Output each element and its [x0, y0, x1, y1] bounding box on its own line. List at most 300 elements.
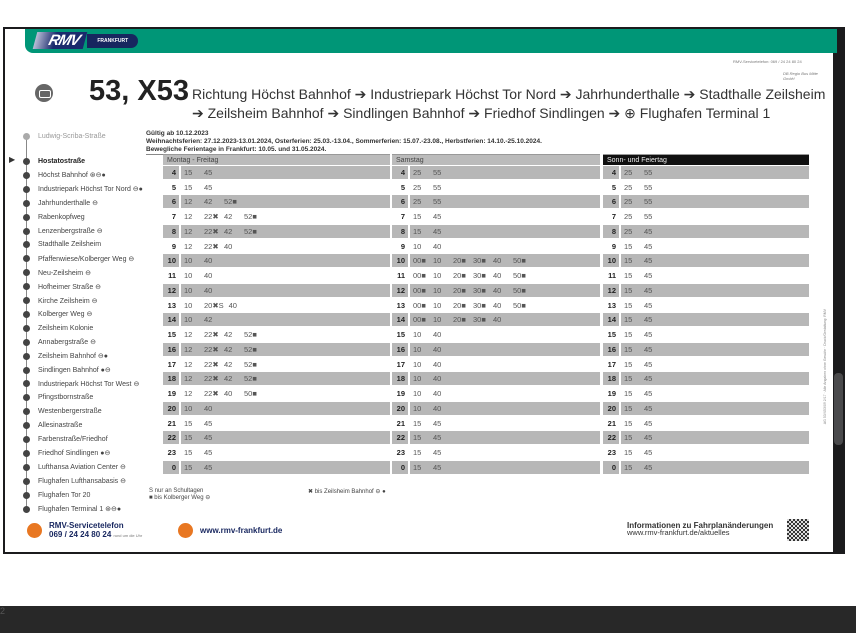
table-row — [392, 342, 600, 357]
table-row — [163, 357, 390, 372]
minute: 15 — [624, 433, 633, 443]
table-row — [163, 298, 390, 313]
hour: 7 — [400, 212, 405, 222]
stop-label: Kirche Zeilsheim ⊖ — [38, 297, 98, 305]
minute: 10 — [413, 344, 422, 354]
rmv-logo: RMV FRANKFURT — [35, 32, 138, 49]
stop-item — [20, 350, 108, 363]
side-text: AG 53/X53/09 2/17 · Alle Angaben ohne Gewähr · Druck/Gestaltung: RMV — [823, 309, 827, 425]
stop-label: Höchst Bahnhof ⊛⊖● — [38, 172, 106, 180]
stop-dot-icon — [23, 408, 30, 415]
stop-item — [20, 364, 111, 377]
minute: 15 — [413, 433, 422, 443]
table-row — [163, 283, 390, 298]
minute: 00■ — [413, 300, 426, 310]
hour: 20 — [603, 402, 619, 415]
table-row — [603, 209, 809, 224]
minute: 40 — [433, 403, 442, 413]
minute: 25 — [413, 167, 422, 177]
minute: 12 — [184, 344, 193, 354]
hour: 15 — [607, 330, 616, 340]
stop-dot-icon — [23, 255, 30, 262]
line-number: 53, X53 — [89, 75, 189, 107]
minute: 40 — [493, 271, 502, 281]
stop-label: Flughafen Tor 20 — [38, 491, 91, 499]
hour: 0 — [163, 461, 179, 474]
minute: 10 — [184, 256, 193, 266]
stop-label: Neu-Zeilsheim ⊖ — [38, 269, 91, 277]
minute: 10 — [413, 359, 422, 369]
minute: 22✖ — [204, 241, 219, 251]
minute: 55 — [644, 197, 653, 207]
hour: 10 — [603, 254, 619, 267]
hour: 11 — [397, 271, 405, 281]
hour: 13 — [167, 300, 176, 310]
minute: 15 — [413, 226, 422, 236]
minute: 42 — [224, 212, 233, 222]
hour: 23 — [396, 448, 405, 458]
hour: 23 — [167, 448, 176, 458]
minute: 45 — [644, 389, 653, 399]
hour: 5 — [400, 182, 405, 192]
minute: 25 — [624, 226, 633, 236]
hour: 9 — [400, 241, 405, 251]
table-row — [392, 254, 600, 269]
table-row — [603, 401, 809, 416]
minute: 55 — [644, 212, 653, 222]
hour: 4 — [603, 166, 619, 179]
hour: 6 — [392, 195, 408, 208]
minute: 42 — [224, 359, 233, 369]
stop-label: Industriepark Höchst Tor West ⊖ — [38, 380, 140, 388]
minute: 22✖ — [204, 330, 219, 340]
hour: 17 — [167, 359, 176, 369]
minute: 10 — [433, 256, 442, 266]
minute: 45 — [644, 462, 653, 472]
minute: 50■ — [513, 300, 526, 310]
stop-label: Westenbergerstraße — [38, 408, 102, 416]
hour: 6 — [163, 195, 179, 208]
hour: 16 — [603, 343, 619, 356]
minute: 45 — [644, 300, 653, 310]
stop-item — [20, 280, 101, 293]
stop-label: Jahrhunderthalle ⊖ — [38, 200, 98, 208]
stop-label: Sindlingen Bahnhof ●⊖ — [38, 367, 111, 374]
stop-item — [20, 377, 139, 390]
table-row — [163, 268, 390, 283]
minute: 45 — [433, 462, 442, 472]
stop-dot-icon — [23, 436, 30, 443]
minute: 12 — [184, 241, 193, 251]
stop-label: Stadthalle Zeilsheim — [38, 241, 102, 249]
table-row — [163, 386, 390, 401]
phone-icon — [27, 523, 42, 538]
minute: 15 — [184, 433, 193, 443]
minute: 15 — [624, 300, 633, 310]
minute: 45 — [433, 433, 442, 443]
stop-dot-icon — [23, 241, 30, 248]
minute: 10 — [184, 271, 193, 281]
minute: 45 — [644, 403, 653, 413]
cursor-icon — [178, 523, 193, 538]
minute: 10 — [184, 300, 193, 310]
minute: 45 — [204, 462, 213, 472]
stop-dot-icon — [23, 492, 30, 499]
minute: 00■ — [413, 256, 426, 266]
table-row — [392, 209, 600, 224]
minute: 10 — [413, 389, 422, 399]
minute: 40 — [228, 300, 237, 310]
minute: 55 — [644, 182, 653, 192]
service-phone: RMV-Servicetelefon 069 / 24 24 80 24 rund um die Uhr — [27, 522, 142, 539]
minute: 45 — [644, 433, 653, 443]
minute: 15 — [413, 448, 422, 458]
minute: 10 — [433, 285, 442, 295]
minute: 45 — [204, 182, 213, 192]
table-row — [163, 313, 390, 328]
hour: 10 — [163, 254, 179, 267]
hour: 18 — [392, 372, 408, 385]
hour: 0 — [603, 461, 619, 474]
hour: 17 — [396, 359, 405, 369]
stop-dot-icon — [23, 283, 30, 290]
hour: 19 — [167, 389, 176, 399]
minute: 40 — [433, 359, 442, 369]
stop-label: Lenzenbergstraße ⊖ — [38, 228, 103, 235]
minute: 15 — [624, 241, 633, 251]
table-row — [603, 268, 809, 283]
table-row — [163, 460, 390, 475]
stop-label: Zeilsheim Kolonie — [38, 324, 94, 332]
hour: 0 — [392, 461, 408, 474]
minute: 15 — [624, 271, 633, 281]
minute: 55 — [433, 182, 442, 192]
hour: 14 — [392, 313, 408, 326]
stop-item — [20, 322, 93, 335]
stop-dot-icon — [23, 367, 30, 374]
stop-dot-icon — [23, 269, 30, 276]
hour: 19 — [396, 389, 405, 399]
stop-item — [20, 419, 82, 432]
minute: 20✖S — [204, 300, 224, 310]
table-row — [603, 298, 809, 313]
minute: 52■ — [244, 226, 257, 236]
stop-item — [20, 211, 85, 224]
validity: Gültig ab 10.12.2023 Weihnachtsferien: 27.12.2023-13.01.2024, Osterferien: 25.03.-13.04., Sommerferien: 15.07.-23.08., Herbstferien: 14.10.-25.10.2024. Bewegliche Ferientage in Frankfurt: 10.05. und 31.05.2024. — [146, 130, 542, 153]
table-row — [163, 416, 390, 431]
stop-label: Ludwig-Scriba-Straße — [38, 133, 106, 140]
table-row — [392, 195, 600, 210]
table-row — [603, 357, 809, 372]
minute: 10 — [184, 285, 193, 295]
minute: 20■ — [453, 271, 466, 281]
table-row — [163, 195, 390, 210]
hour: 19 — [607, 389, 616, 399]
minute: 15 — [624, 418, 633, 428]
stop-label: Hostatostraße — [38, 158, 86, 165]
minute: 52■ — [244, 212, 257, 222]
minute: 42 — [204, 197, 213, 207]
stop-label: Farbenstraße/Friedhof — [38, 436, 108, 443]
minute: 52■ — [244, 330, 257, 340]
stop-label: Pfingstbornstraße — [38, 394, 94, 402]
minute: 12 — [184, 374, 193, 384]
hour: 13 — [607, 300, 616, 310]
table-row — [392, 268, 600, 283]
info-changes: Informationen zu Fahrplanänderungen www.rmv-frankfurt.de/aktuelles — [627, 521, 774, 537]
hour: 12 — [163, 284, 179, 297]
table-row — [603, 327, 809, 342]
minute: 42 — [224, 226, 233, 236]
minute: 50■ — [513, 285, 526, 295]
hour: 6 — [603, 195, 619, 208]
minute: 55 — [644, 167, 653, 177]
stop-label: Pfaffenwiese/Kolberger Weg ⊖ — [38, 255, 135, 263]
minute: 30■ — [473, 315, 486, 325]
stop-dot-icon — [23, 200, 30, 207]
minute: 45 — [644, 271, 653, 281]
minute: 10 — [433, 300, 442, 310]
stop-label: Rabenkopfweg — [38, 213, 85, 221]
table-row — [603, 460, 809, 475]
minute: 20■ — [453, 285, 466, 295]
minute: 45 — [204, 433, 213, 443]
stop-dot-icon — [23, 214, 30, 221]
table-row — [163, 445, 390, 460]
minute: 25 — [624, 182, 633, 192]
minute: 15 — [624, 285, 633, 295]
stop-dot-icon — [23, 450, 30, 457]
minute: 55 — [433, 167, 442, 177]
minute: 45 — [204, 418, 213, 428]
minute: 12 — [184, 226, 193, 236]
minute: 20■ — [453, 256, 466, 266]
minute: 15 — [413, 212, 422, 222]
hour: 18 — [163, 372, 179, 385]
minute: 30■ — [473, 256, 486, 266]
minute: 40 — [204, 403, 213, 413]
minute: 15 — [413, 462, 422, 472]
stop-dot-icon — [23, 297, 30, 304]
stop-item — [20, 266, 91, 279]
minute: 52■ — [244, 359, 257, 369]
minute: 45 — [644, 226, 653, 236]
stop-item — [20, 405, 102, 418]
hour: 13 — [396, 300, 405, 310]
table-row — [603, 254, 809, 269]
minute: 15 — [184, 462, 193, 472]
stop-item — [20, 336, 96, 349]
hour: 14 — [603, 313, 619, 326]
table-row — [603, 445, 809, 460]
minute: 22✖ — [204, 374, 219, 384]
table-row — [392, 416, 600, 431]
hour: 23 — [607, 448, 616, 458]
table-row — [163, 327, 390, 342]
minute: 15 — [624, 403, 633, 413]
minute: 10 — [413, 403, 422, 413]
stop-item — [20, 391, 93, 404]
minute: 40 — [204, 285, 213, 295]
stop-item — [20, 294, 98, 307]
minute: 25 — [413, 182, 422, 192]
header-band — [25, 29, 837, 53]
stop-dot-icon — [23, 186, 30, 193]
website[interactable]: www.rmv-frankfurt.de — [178, 523, 282, 538]
table-row — [603, 224, 809, 239]
hour: 11 — [168, 271, 176, 281]
minute: 42 — [224, 344, 233, 354]
minute: 15 — [624, 315, 633, 325]
stop-item — [20, 489, 90, 502]
stop-dot-icon — [23, 422, 30, 429]
scrollbar[interactable] — [834, 373, 843, 445]
table-row — [603, 386, 809, 401]
minute: 25 — [624, 167, 633, 177]
stop-item — [20, 197, 98, 210]
table-row — [603, 180, 809, 195]
table-row — [603, 431, 809, 446]
hour: 16 — [163, 343, 179, 356]
stop-dot-icon — [23, 325, 30, 332]
table-row — [603, 239, 809, 254]
hour: 20 — [163, 402, 179, 415]
timetable-column — [163, 154, 390, 475]
minute: 45 — [644, 359, 653, 369]
minute: 15 — [624, 374, 633, 384]
stop-item — [20, 475, 126, 488]
table-row — [163, 401, 390, 416]
hour: 10 — [392, 254, 408, 267]
stop-dot-icon — [23, 394, 30, 401]
minute: 15 — [184, 448, 193, 458]
hour: 21 — [396, 418, 405, 428]
hour: 15 — [167, 330, 176, 340]
minute: 40 — [433, 389, 442, 399]
hour: 7 — [611, 212, 616, 222]
minute: 00■ — [413, 271, 426, 281]
minute: 45 — [433, 418, 442, 428]
table-row — [163, 254, 390, 269]
minute: 40 — [493, 300, 502, 310]
stop-dot-icon — [23, 339, 30, 346]
stop-item — [20, 155, 85, 168]
minute: 45 — [433, 448, 442, 458]
minute: 12 — [184, 330, 193, 340]
stop-item — [20, 447, 110, 460]
stop-dot-icon — [23, 380, 30, 387]
hour: 9 — [171, 241, 176, 251]
minute: 30■ — [473, 285, 486, 295]
stop-item — [20, 238, 101, 251]
hour: 4 — [163, 166, 179, 179]
minute: 42 — [224, 330, 233, 340]
minute: 30■ — [473, 271, 486, 281]
hour: 15 — [396, 330, 405, 340]
minute: 12 — [184, 212, 193, 222]
hour: 5 — [171, 182, 176, 192]
hour: 4 — [392, 166, 408, 179]
minute: 40 — [204, 256, 213, 266]
minute: 15 — [624, 330, 633, 340]
legend-cross: ✖ bis Zeilsheim Bahnhof ⊖ ● — [308, 489, 386, 495]
minute: 55 — [433, 197, 442, 207]
hour: 8 — [603, 225, 619, 238]
table-row — [392, 460, 600, 475]
minute: 40 — [433, 374, 442, 384]
minute: 40 — [433, 241, 442, 251]
stop-dot-icon — [23, 158, 30, 165]
table-row — [392, 239, 600, 254]
minute: 20■ — [453, 315, 466, 325]
table-row — [392, 313, 600, 328]
minute: 00■ — [413, 285, 426, 295]
table-row — [392, 357, 600, 372]
table-row — [392, 165, 600, 180]
minute: 40 — [224, 389, 233, 399]
minute: 10 — [413, 374, 422, 384]
stop-label: Flughafen Lufthansabasis ⊖ — [38, 478, 126, 486]
minute: 12 — [184, 389, 193, 399]
timetable-column — [603, 154, 809, 475]
table-row — [392, 445, 600, 460]
hour: 20 — [392, 402, 408, 415]
minute: 22✖ — [204, 212, 219, 222]
stop-dot-icon — [23, 464, 30, 471]
table-row — [392, 386, 600, 401]
minute: 45 — [644, 285, 653, 295]
minute: 50■ — [244, 389, 257, 399]
table-row — [603, 416, 809, 431]
direction: Richtung Höchst Bahnhof ➔ Industriepark Höchst Tor Nord ➔ Jahrhunderthalle ➔ Stadthalle Zeilsheim ➔ Zeilsheim Bahnhof ➔ Sindlingen Bahnhof ➔ Friedhof Sindlingen ➔ ⊕ Flughafen Terminal 1 — [192, 86, 826, 121]
table-row — [603, 165, 809, 180]
timetable-image — [3, 27, 845, 554]
stop-label: Lufthansa Aviation Center ⊖ — [38, 464, 126, 472]
table-row — [392, 283, 600, 298]
day-header: Sonn- und Feiertag — [603, 154, 809, 165]
stop-label: Hofheimer Straße ⊖ — [38, 283, 102, 291]
service-small: RMV-Servicetelefon: 069 / 24 24 80 24 — [733, 59, 802, 64]
stop-item — [20, 252, 134, 265]
minute: 10 — [433, 315, 442, 325]
minute: 15 — [624, 256, 633, 266]
table-row — [392, 327, 600, 342]
day-header: Montag - Freitag — [163, 154, 390, 165]
hour: 7 — [171, 212, 176, 222]
minute: 10 — [433, 271, 442, 281]
table-row — [392, 180, 600, 195]
stop-label: Allesinastraße — [38, 422, 83, 430]
table-row — [163, 342, 390, 357]
minute: 15 — [184, 182, 193, 192]
table-row — [163, 224, 390, 239]
minute: 45 — [433, 226, 442, 236]
minute: 40 — [433, 344, 442, 354]
minute: 10 — [413, 330, 422, 340]
minute: 45 — [644, 374, 653, 384]
stop-dot-icon — [23, 506, 30, 513]
minute: 45 — [644, 241, 653, 251]
page-number: 2 — [0, 606, 6, 616]
minute: 42 — [224, 374, 233, 384]
minute: 42 — [204, 315, 213, 325]
stop-item — [20, 225, 103, 238]
table-row — [392, 431, 600, 446]
minute: 10 — [184, 315, 193, 325]
minute: 50■ — [513, 256, 526, 266]
minute: 10 — [184, 403, 193, 413]
minute: 15 — [184, 167, 193, 177]
